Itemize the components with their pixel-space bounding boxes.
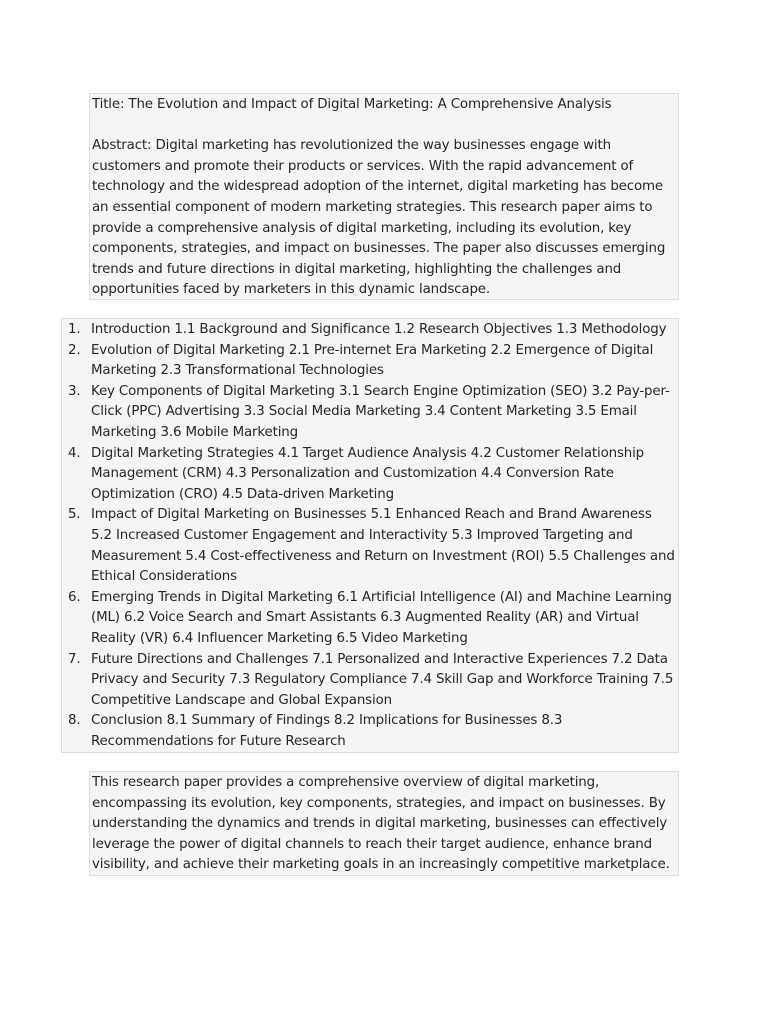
closing-paragraph: This research paper provides a comprehensive overview of digital marketing, encompassing its evolution, key components, strategies, and impact on businesses. By understanding the dynamics and trends in digital marketing, businesses can effectively leverage the power of digital channels to reach their target audience, enhance brand visibility, and achieve their marketing goals in an increasingly competitive marketplace. — [92, 775, 670, 873]
paper-title: Title: The Evolution and Impact of Digital Marketing: A Comprehensive Analysis — [92, 97, 612, 112]
list-item — [62, 382, 678, 444]
list-item — [62, 341, 678, 382]
list-item-text: Introduction 1.1 Background and Significance 1.2 Research Objectives 1.3 Methodology — [91, 322, 667, 337]
title-abstract-block — [89, 93, 679, 300]
list-item-number: 5. — [68, 507, 81, 523]
list-item — [62, 588, 678, 650]
list-item-number: 2. — [68, 342, 81, 358]
list-item-text: Emerging Trends in Digital Marketing 6.1 Artificial Intelligence (AI) and Machine Learning (ML) 6.2 Voice Search and Smart Assistants 6.3 Augmented Reality (AR) and Virtual Reality (VR) 6.4 Influencer Marketing 6.5 Video Marketing — [91, 589, 672, 646]
list-item — [62, 505, 678, 587]
list-item-text: Conclusion 8.1 Summary of Findings 8.2 Implications for Businesses 8.3 Recommendations for Future Research — [91, 713, 563, 749]
list-item-number: 7. — [68, 651, 81, 667]
list-item-number: 6. — [68, 589, 81, 605]
list-item-number: 3. — [68, 383, 81, 399]
list-item-text: Impact of Digital Marketing on Businesses 5.1 Enhanced Reach and Brand Awareness 5.2 Increased Customer Engagement and Interactivity 5.3 Improved Targeting and Measurement 5.4 Cost-effectiveness and Return on Investment (ROI) 5.5 Challenges and Ethical Considerations — [91, 507, 675, 585]
list-item-text: Future Directions and Challenges 7.1 Personalized and Interactive Experiences 7.2 Data Privacy and Security 7.3 Regulatory Compliance 7.4 Skill Gap and Workforce Training 7.5 Competitive Landscape and Global Expansion — [91, 651, 674, 708]
list-item-text: Evolution of Digital Marketing 2.1 Pre-internet Era Marketing 2.2 Emergence of Digital Marketing 2.3 Transformational Technologies — [91, 342, 654, 379]
list-item-number: 4. — [68, 445, 81, 461]
abstract-paragraph: Abstract: Digital marketing has revolutionized the way businesses engage with customers and promote their products or services. With the rapid advancement of technology and the widespread adoption of the internet, digital marketing has become an essential component of modern marketing strategies. This research paper aims to provide a comprehensive analysis of digital marketing, including its evolution, key components, strategies, and impact on businesses. The paper also discusses emerging trends and future directions in digital marketing, highlighting the challenges and opportunities faced by marketers in this dynamic landscape. — [92, 138, 666, 298]
list-item-text: Digital Marketing Strategies 4.1 Target Audience Analysis 4.2 Customer Relationship Management (CRM) 4.3 Personalization and Customization 4.4 Conversion Rate Optimization (CRO) 4.5 Data-driven Marketing — [91, 445, 645, 502]
outline-list — [62, 320, 678, 752]
list-item — [62, 711, 678, 752]
list-item — [62, 650, 678, 712]
list-item — [62, 320, 678, 341]
outline-block — [61, 318, 679, 753]
closing-block — [89, 771, 679, 876]
list-item-number: 8. — [68, 713, 81, 729]
list-item-number: 1. — [68, 322, 81, 337]
list-item — [62, 444, 678, 506]
list-item-text: Key Components of Digital Marketing 3.1 Search Engine Optimization (SEO) 3.2 Pay-per-Click (PPC) Advertising 3.3 Social Media Marketing 3.4 Content Marketing 3.5 Email Marketing 3.6 Mobile Marketing — [91, 383, 670, 440]
